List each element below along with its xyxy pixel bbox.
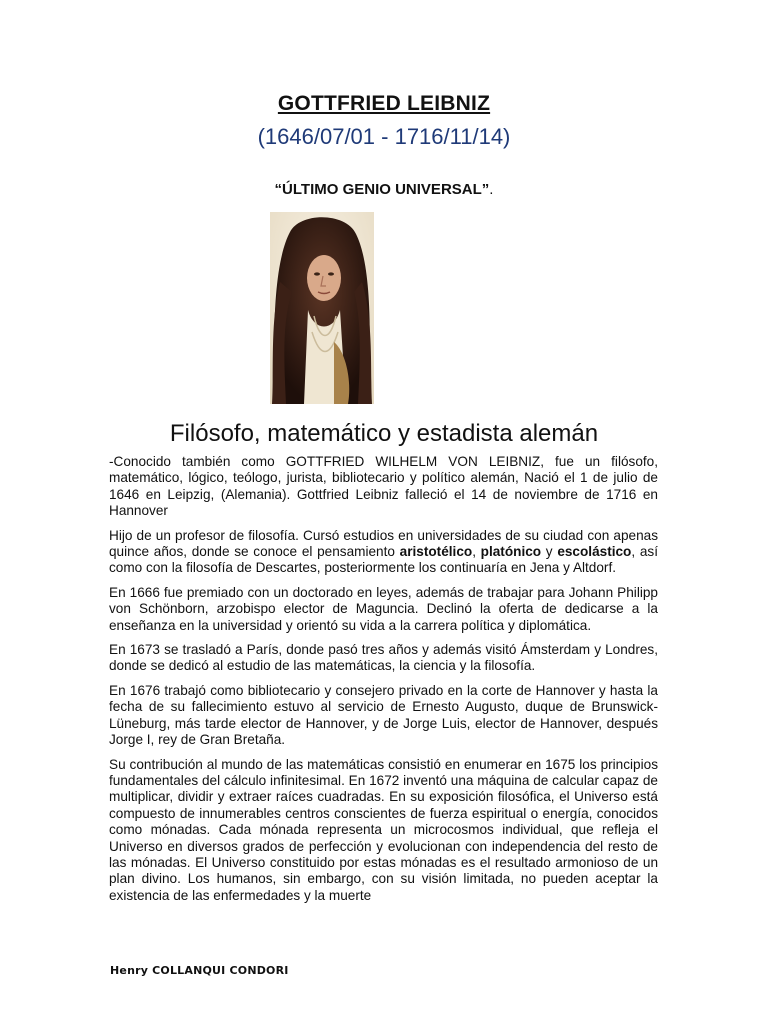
- document-title: GOTTFRIED LEIBNIZ: [277, 92, 491, 115]
- motto-text: “ÚLTIMO GENIO UNIVERSAL”: [274, 181, 490, 198]
- bold-term: platónico: [480, 544, 542, 560]
- portrait-image: [270, 212, 374, 404]
- bold-term: escolástico: [557, 544, 632, 560]
- document-body: [109, 454, 658, 912]
- paragraph-text: ,: [472, 544, 481, 560]
- bold-term: aristotélico: [399, 544, 473, 560]
- paragraph: En 1666 fue premiado con un doctorado en leyes, además de trabajar para Johann Philipp von Schönborn, arzobispo elector de Maguncia. Declinó la oferta de dedicarse a la enseñanza en la universidad y orientó su vida a la carrera política y diplomática.: [109, 584, 658, 633]
- paragraph: -Conocido también como GOTTFRIED WILHELM VON LEIBNIZ, fue un filósofo, matemático, lógico, teólogo, jurista, bibliotecario y político alemán, Nació el 1 de julio de 1646 en Leipzig, (Alemania). Gottfried Leibniz falleció el 14 de noviembre de 1716 en Hannover: [109, 454, 658, 519]
- paragraph: En 1676 trabajó como bibliotecario y consejero privado en la corte de Hannover y hasta la fecha de su fallecimiento estuvo al servicio de Ernesto Augusto, duque de Brunswick-Lüneburg, más tarde elector de Hannover, y de Jorge Luis, elector de Hannover, después Jorge I, rey de Gran Bretaña.: [109, 682, 658, 748]
- paragraph: Su contribución al mundo de las matemáticas consistió en enumerar en 1675 los principios fundamentales del cálculo infinitesimal. En 1672 inventó una máquina de calcular capaz de multiplicar, dividir y extraer raíces cuadradas. En su exposición filosófica, el Universo está compuesto de innumerables centros conscientes de fuerza espiritual o energía, conocidos como mónadas. Cada mónada representa un microcosmos individual, que refleja el Universo en diversos grados de perfección y evolucionan con independencia del resto de las mónadas. El Universo constituido por estas mónadas es el resultado armonioso de un plan divino. Los humanos, sin embargo, con su visión limitada, no pueden aceptar la existencia de las enfermedades y la muerte: [109, 756, 658, 903]
- life-dates: (1646/07/01 - 1716/11/14): [257, 124, 511, 149]
- paragraph-text: Hijo de un profesor de filosofía. Cursó estudios en universidades de su ciudad con apenas quince años, donde se conoce el pensamiento: [109, 527, 658, 560]
- portrait-illustration: [270, 212, 374, 404]
- paragraph-text: , así como con la filosofía de Descartes, posteriormente los continuaría en Jena y Altdorf.: [109, 544, 658, 576]
- paragraph-text: y: [541, 544, 558, 560]
- motto: [0, 181, 768, 198]
- section-heading: Filósofo, matemático y estadista alemán: [169, 420, 599, 447]
- paragraph: En 1673 se trasladó a París, donde pasó tres años y además visitó Ámsterdam y Londres, donde se dedicó al estudio de las matemáticas, la ciencia y la filosofía.: [109, 642, 658, 674]
- paragraph: [109, 528, 658, 577]
- motto-period: .: [489, 181, 494, 198]
- author-footer: Henry COLLANQUI CONDORI: [110, 964, 289, 977]
